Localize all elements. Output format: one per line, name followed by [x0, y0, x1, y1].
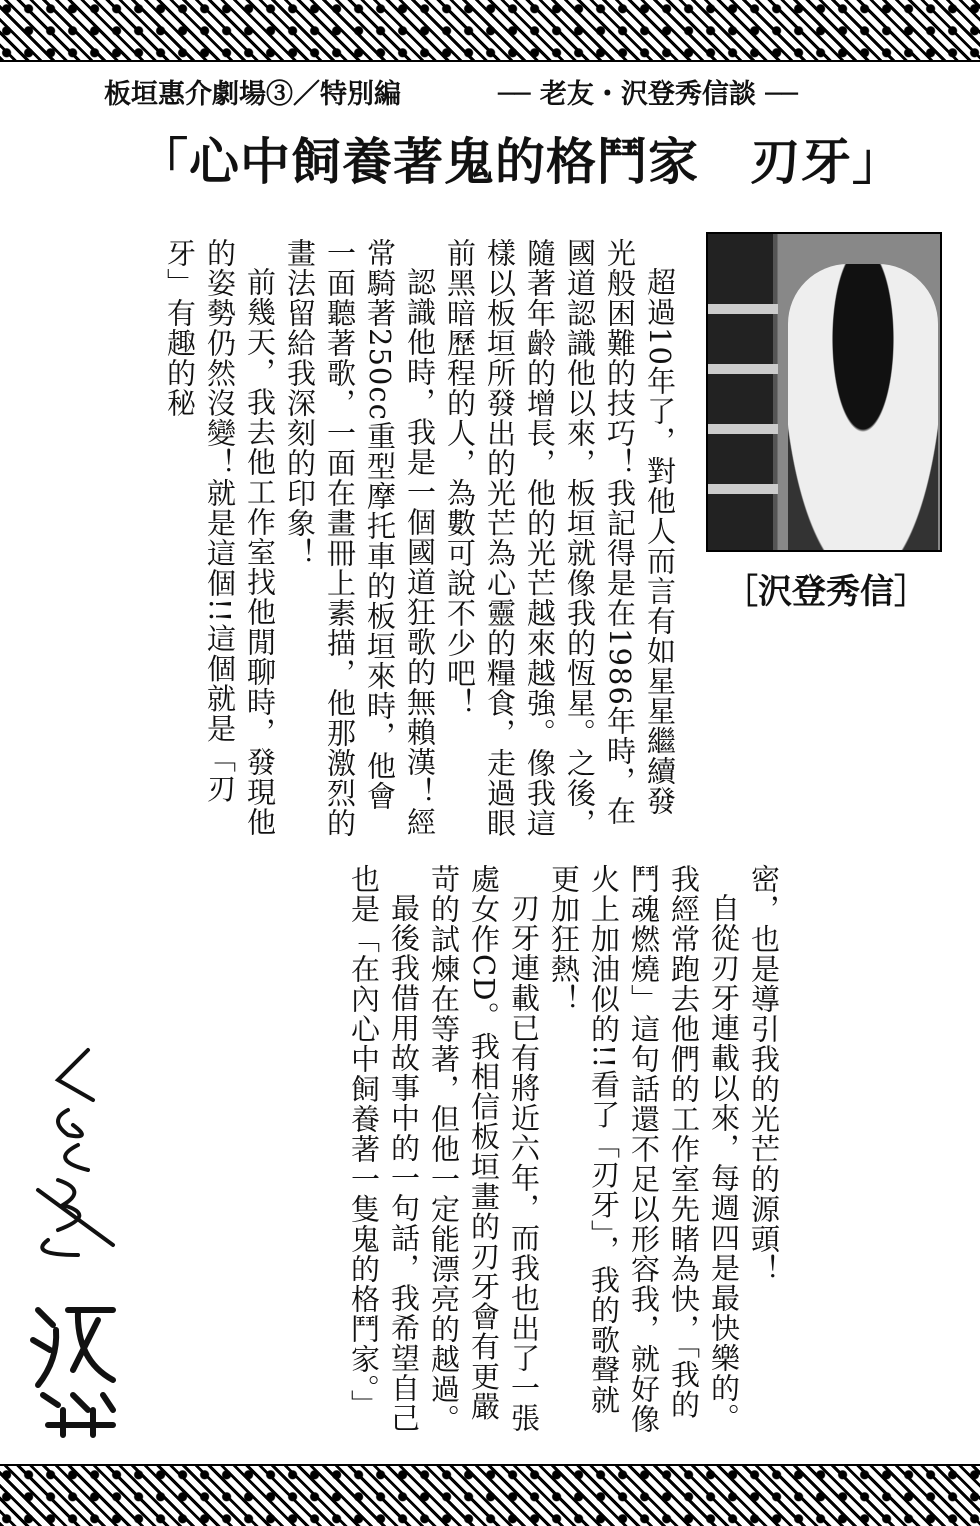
handwritten-signature: [18, 1040, 128, 1440]
paragraph: 刃牙連載已有將近六年，而我也出了一張處女作CD。我相信板垣畫的刃牙會有更嚴苛的試煉在等著，但他一定能漂亮的越過。: [427, 864, 541, 1434]
paragraph: 超過10年了，對他人而言有如星星繼續發光般困難的技巧！我記得是在1986年時，在國道認識他以來，板垣就像我的恆星。之後，隨著年齡的增長，他的光芒越來越強。像我這樣以板垣所發出的光芒為心靈的糧食，走過眼前黑暗歷程的人，為數可說不少吧！: [443, 238, 677, 838]
photo-person: [788, 264, 938, 552]
article-body-lower: [224, 864, 784, 1444]
photo-shelf: [708, 484, 778, 494]
paragraph: 前幾天，我去他工作室找他閒聊時，發現他的姿勢仍然沒變！就是這個!!這個就是「刃牙」有趣的秘: [163, 238, 277, 837]
paragraph: 自從刃牙連載以來，每週四是最快樂的。我經常跑去他們的工作室先睹為快，「我的鬥魂燃燒」這句話還不足以形容我，就好像火上加油似的!!看了「刃牙」，我的歌聲就更加狂熱！: [547, 864, 741, 1434]
photo-shelf: [708, 304, 778, 314]
paragraph: 認識他時，我是一個國道狂歌的無賴漢！經常騎著250cc重型摩托車的板垣來時，他會一面聽著歌，一面在畫冊上素描，他那激烈的畫法留給我深刻的印象！: [283, 238, 437, 838]
decorative-top-border: [0, 0, 980, 62]
decorative-bottom-border: [0, 1464, 980, 1526]
paragraph: 密，也是導引我的光芒的源頭！: [747, 864, 781, 1284]
paragraph: 最後我借用故事中的一句話，我希望自己也是「在內心中飼養著一隻鬼的格鬥家。」: [347, 864, 421, 1433]
series-heading: 板垣惠介劇場③／特別編: [104, 79, 401, 110]
portrait-photo: [706, 232, 942, 552]
photo-shelf: [708, 364, 778, 374]
article-body-upper: [120, 238, 680, 838]
article-title: 「心中飼養著鬼的格鬥家 刃牙」: [138, 132, 903, 191]
photo-shelf: [708, 424, 778, 434]
photo-caption: ［沢登秀信］: [724, 572, 928, 612]
interview-subtitle: ── 老友・沢登秀信談 ──: [498, 79, 798, 110]
